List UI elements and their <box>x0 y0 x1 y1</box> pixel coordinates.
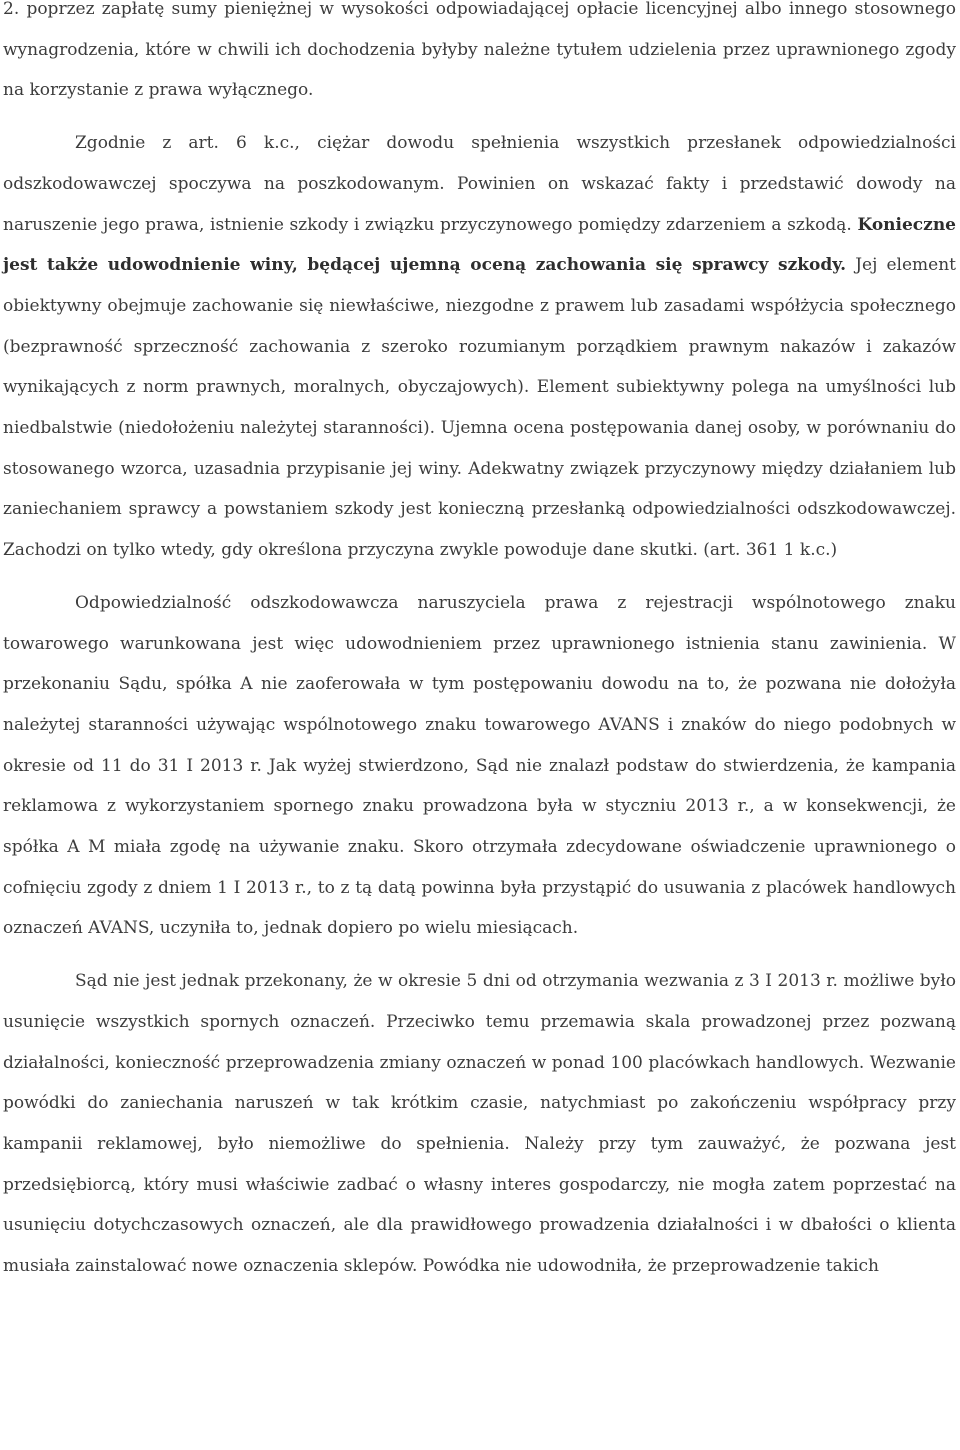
paragraph-3-text: Odpowiedzialność odszkodowawcza naruszyciela prawa z rejestracji wspólnotowego znaku towarowego warunkowana jest więc udowodnieniem przez uprawnionego istnienia stanu zawinienia. W przekonaniu Sądu, spółka A nie zaoferowała w tym postępowaniu dowodu na to, że pozwana nie dołożyła należytej staranności używając wspólnotowego znaku towarowego AVANS i znaków do niego podobnych w okresie od 11 do 31 I 2013 r. Jak wyżej stwierdzono, Sąd nie znalazł podstaw do stwierdzenia, że kampania reklamowa z wykorzystaniem spornego znaku prowadzona była w styczniu 2013 r., a w konsekwencji, że spółka A M miała zgodę na używanie znaku. Skoro otrzymała zdecydowane oświadczenie uprawnionego o cofnięciu zgody z dniem 1 I 2013 r., to z tą datą powinna była przystąpić do usuwania z placówek handlowych oznaczeń AVANS, uczyniła to, jednak dopiero po wielu miesiącach. <box>3 592 956 939</box>
paragraph-2 <box>3 123 956 571</box>
paragraph-4-text: Sąd nie jest jednak przekonany, że w okresie 5 dni od otrzymania wezwania z 3 I 2013 r. możliwe było usunięcie wszystkich spornych oznaczeń. Przeciwko temu przemawia skala prowadzonej przez pozwaną działalności, konieczność przeprowadzenia zmiany oznaczeń w ponad 100 placówkach handlowych. Wezwanie powódki do zaniechania naruszeń w tak krótkim czasie, natychmiast po zakończeniu współpracy przy kampanii reklamowej, było niemożliwe do spełnienia. Należy przy tym zauważyć, że pozwana jest przedsiębiorcą, który musi właściwie zadbać o własny interes gospodarczy, nie mogła zatem poprzestać na usunięciu dotychczasowych oznaczeń, ale dla prawidłowego prowadzenia działalności i w dbałości o klienta musiała zainstalować nowe oznaczenia sklepów. Powódka nie udowodniła, że przeprowadzenie takich <box>3 971 956 1277</box>
paragraph-4 <box>3 961 956 1287</box>
paragraph-2-bold-text: Konieczne jest także udowodnienie winy, będącej ujemną oceną zachowania się sprawcy szkody. <box>3 214 956 276</box>
paragraph-1 <box>3 0 956 111</box>
paragraph-2-text-a: Zgodnie z art. 6 k.c., ciężar dowodu spełnienia wszystkich przesłanek odpowiedzialności odszkodowawczej spoczywa na poszkodowanym. Powinien on wskazać fakty i przedstawić dowody na naruszenie jego prawa, istnienie szkody i związku przyczynowego pomiędzy zdarzeniem a szkodą. <box>3 133 956 235</box>
paragraph-3 <box>3 583 956 949</box>
paragraph-1-text: 2. poprzez zapłatę sumy pieniężnej w wysokości odpowiadającej opłacie licencyjnej albo innego stosownego wynagrodzenia, które w chwili ich dochodzenia byłyby należne tytułem udzielenia przez uprawnionego zgody na korzystanie z prawa wyłącznego. <box>3 0 956 101</box>
paragraph-2-text-b: Jej element obiektywny obejmuje zachowanie się niewłaściwe, niezgodne z prawem lub zasadami współżycia społecznego (bezprawność sprzeczność zachowania z szeroko rozumianym porządkiem prawnym nakazów i zakazów wynikających z norm prawnych, moralnych, obyczajowych). Element subiektywny polega na umyślności lub niedbalstwie (niedołożeniu należytej staranności). Ujemna ocena postępowania danej osoby, w porównaniu do stosowanego wzorca, uzasadnia przypisanie jej winy. Adekwatny związek przyczynowy między działaniem lub zaniechaniem sprawcy a powstaniem szkody jest konieczną przesłanką odpowiedzialności odszkodowawczej. Zachodzi on tylko wtedy, gdy określona przyczyna zwykle powoduje dane skutki. (art. 361 1 k.c.) <box>3 255 956 561</box>
